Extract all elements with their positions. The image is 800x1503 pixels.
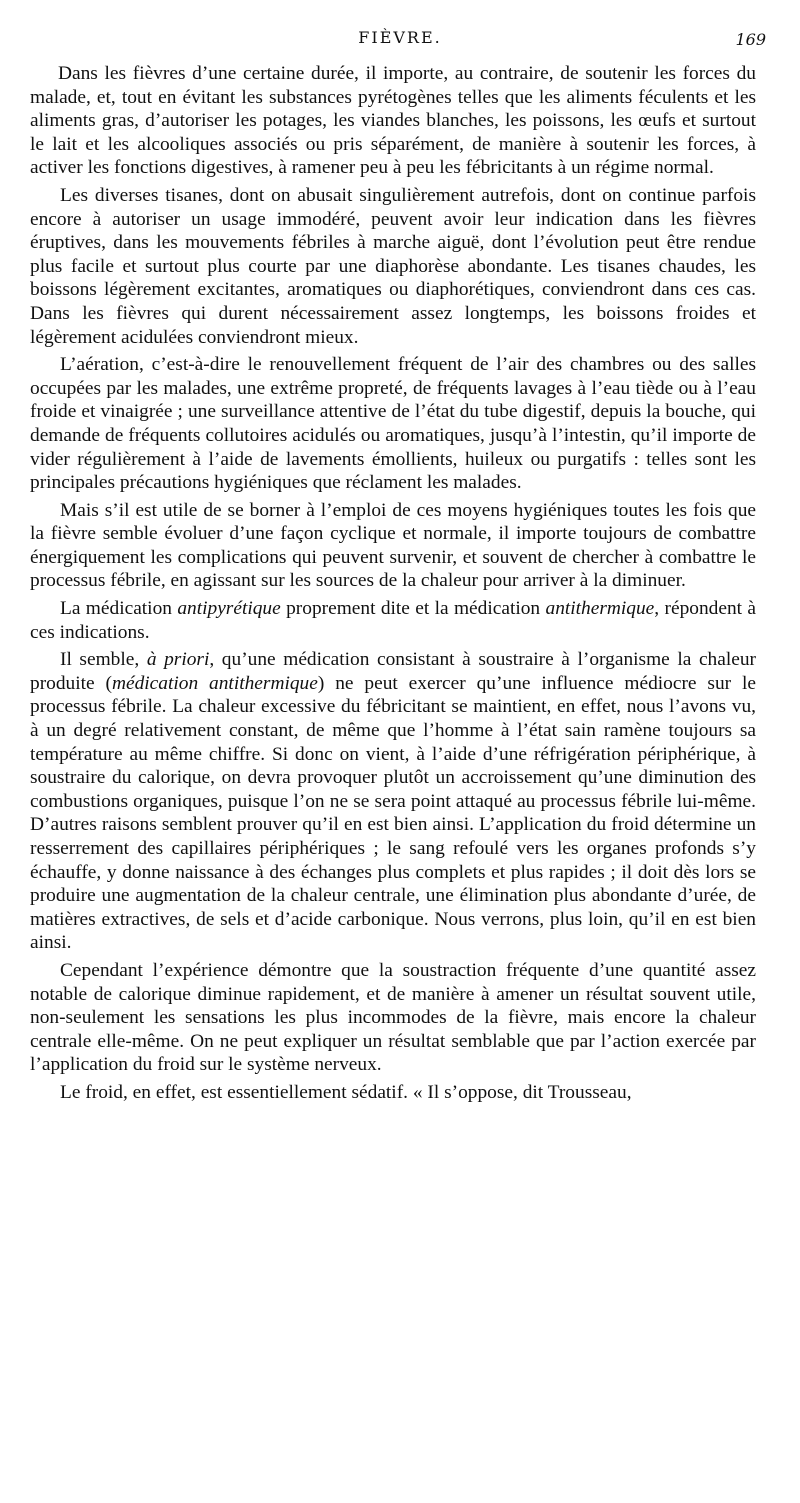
paragraph-6-text-b: , qu’une médication consistant à soustraire à l’organisme la chaleur produite ( [30,649,756,694]
paragraph-6 [30,648,756,955]
running-title: FIÈVRE. [358,28,442,47]
paragraph-3: L’aération, c’est-à-dire le renouvellement fréquent de l’air des chambres ou des salles occupées par les malades, une extrême propreté, de fréquents lavages à l’eau tiède ou à l’eau froide et vinaigrée ; une surveillance attentive de l’état du tube digestif, depuis la bouche, qui demande de fréquents collutoires acidulés ou aromatiques, jusqu’à l’intestin, qu’il importe de vider régulièrement à l’aide de lavements émollients, huileux ou purgatifs : telles sont les principales précautions hygiéniques que réclament les malades. [30,354,756,494]
paragraph-5 [30,597,756,644]
term-antipyretique: antipyrétique [177,598,281,620]
paragraph-6-text-c: ) ne peut exercer qu’une influence médiocre sur le processus fébrile. La chaleur excessive du fébricitant se maintient, en effet, nous l’avons vu, à un degré relativement constant, de même que l’homme à l’état sain ramène toujours sa température au même chiffre. Si donc on vient, à l’aide d’une réfrigération périphérique, à soustraire du calorique, on devra provoquer plutôt un accroissement qu’une diminution des combustions organiques, puisque l’on ne se sera point attaqué au processus fébrile lui-même. D’autres raisons semblent prouver qu’il en est bien ainsi. L’application du froid détermine un resserrement des capillaires périphériques ; le sang refoulé vers les organes profonds s’y échauffe, y donne naissance à des échanges plus complets et plus rapides ; il doit dès lors se produire une augmentation de la chaleur centrale, une élimination plus abondante d’urée, de matières extractives, de sels et d’acide carbonique. Nous verrons, plus loin, qu’il en est bien ainsi. [30,672,757,954]
page-number: 169 [735,30,766,49]
page-header [0,28,800,54]
paragraph-5-text-c: , répondent à ces indications. [30,598,757,643]
paragraph-6-text-a: Il semble, [60,649,147,671]
paragraph-5-text-a: La médication [60,598,178,620]
paragraph-2: Les diverses tisanes, dont on abusait singulièrement autrefois, dont on continue parfois encore à autoriser un usage immodéré, peuvent avoir leur indication dans les fièvres éruptives, dans les mouvements fébriles à marche aiguë, dont l’évolution peut être rendue plus facile et surtout plus courte par une diaphorèse abondante. Les tisanes chaudes, les boissons légèrement excitantes, aromatiques ou diaphorétiques, conviendront dans ces cas. Dans les fièvres qui durent nécessairement assez longtemps, les boissons froides et légèrement acidulées conviendront mieux. [30,184,756,348]
term-medication-antithermique: médication antithermique [111,672,318,694]
paragraph-4: Mais s’il est utile de se borner à l’emploi de ces moyens hygiéniques toutes les fois que la fièvre semble évoluer d’une façon cyclique et normale, il importe toujours de combattre énergiquement les complications qui peuvent survenir, et souvent de chercher à combattre le processus fébrile, en agissant sur les sources de la chaleur pour arriver à la diminuer. [30,499,756,592]
term-a-priori: à priori [146,649,210,671]
body-text [30,62,756,1109]
paragraph-1: Dans les fièvres d’une certaine durée, il importe, au contraire, de soutenir les forces du malade, et, tout en évitant les substances pyrétogènes telles que les aliments féculents et les aliments gras, d’autoriser les potages, les viandes blanches, les poissons, les œufs et surtout le lait et les alcooliques associés ou pris séparément, de manière à soutenir les forces, à activer les fonctions digestives, à ramener peu à peu les fébricitants à un régime normal. [30,63,756,179]
term-antithermique: antithermique [545,598,655,620]
paragraph-8: Le froid, en effet, est essentiellement sédatif. « Il s’oppose, dit Trousseau, [60,1081,632,1103]
paragraph-5-text-b: proprement dite et la médication [280,598,546,620]
paragraph-7: Cependant l’expérience démontre que la soustraction fréquente d’une quantité assez notable de calorique diminue rapidement, et de manière à amener un résultat souvent utile, non-seulement les sensations les plus incommodes de la fièvre, mais encore la chaleur centrale elle-même. On ne peut expliquer un résultat semblable que par l’action exercée par l’application du froid sur le système nerveux. [30,959,756,1076]
